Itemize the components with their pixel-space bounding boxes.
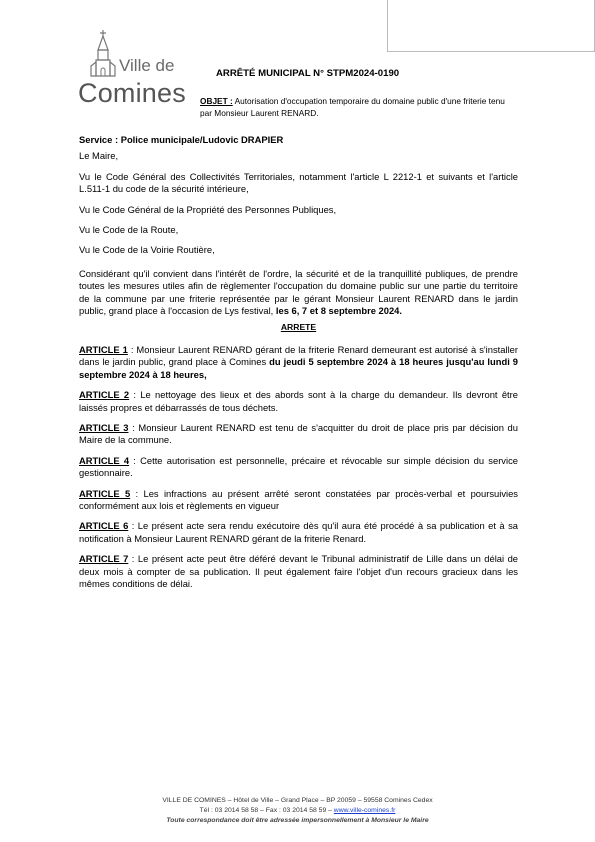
article-label: ARTICLE 1 xyxy=(79,343,128,355)
vu-paragraph: Vu le Code Général de la Propriété des Personnes Publiques, xyxy=(79,203,337,215)
article-label: ARTICLE 5 xyxy=(79,487,131,499)
article-bold-text: du jeudi 5 septembre 2024 à 18 heures jusqu'au lundi 9 septembre 2024 à 18 heures, xyxy=(79,356,518,380)
article-label: ARTICLE 6 xyxy=(79,520,129,532)
objet-text: Autorisation d'occupation temporaire du domaine public d'une friterie tenu par Monsieur Laurent RENARD. xyxy=(200,96,505,118)
footer-phone-fax: Tél : 03 2014 58 58 – Fax : 03 2014 58 59 – xyxy=(199,807,334,814)
footer-address: VILLE DE COMINES – Hôtel de Ville – Grand Place – BP 20059 – 59558 Comines Cedex xyxy=(162,797,433,804)
article-text: : Le présent acte peut être déféré devant le Tribunal administratif de Lille dans un délai de deux mois à compter de sa publication. Il peut également faire l'objet d'un recours gracieux dans les mêmes conditions de délai. xyxy=(79,553,518,589)
article-paragraph xyxy=(79,488,518,513)
le-maire: Le Maire, xyxy=(79,150,119,162)
stamp-box xyxy=(387,0,595,52)
article-paragraph xyxy=(79,553,518,590)
logo-comines-text: Comines xyxy=(78,78,186,108)
document-title: ARRÊTÉ MUNICIPAL N° STPM2024-0190 xyxy=(216,68,400,79)
considerant-dates: les 6, 7 et 8 septembre 2024. xyxy=(275,305,402,317)
article-text: : Monsieur Laurent RENARD gérant de la friterie Renard demeurant est autorisé à s'installer dans le jardin public, grand place à Comines xyxy=(79,343,518,368)
website-link[interactable]: www.ville-comines.fr xyxy=(333,807,396,814)
footer-contact xyxy=(60,806,535,816)
article-label: ARTICLE 2 xyxy=(79,389,130,401)
vu-paragraph: Vu le Code de la Route, xyxy=(79,224,179,236)
footer xyxy=(60,796,535,826)
article-paragraph xyxy=(79,344,518,381)
article-label: ARTICLE 7 xyxy=(79,553,129,565)
article-text: : Cette autorisation est personnelle, précaire et révocable sur simple décision du service gestionnaire. xyxy=(79,454,518,479)
church-tower-icon xyxy=(83,28,123,78)
footer-notice: Toute correspondance doit être adressée impersonnellement à Monsieur le Maire xyxy=(166,817,429,824)
considerant-text: Considérant qu'il convient dans l'intérêt de l'ordre, la sécurité et de la tranquillité publiques, de prendre toutes les mesures utiles afin de règlementer l'occupation du domaine public sur une partie du territoire de la commune par une friterie représentée par le gérant Monsieur Laurent RENARD dans le jardin public, grand place à l'occasion de Lys festival, xyxy=(79,267,518,317)
article-text: : Les infractions au présent arrêté seront constatées par procès-verbal et poursuivies conformément aux lois et règlements en vigueur xyxy=(79,487,518,511)
article-paragraph xyxy=(79,455,518,480)
document-body xyxy=(79,134,518,598)
article-label: ARTICLE 3 xyxy=(79,421,129,433)
considerant-paragraph xyxy=(79,268,518,318)
service-line: Service : Police municipale/Ludovic DRAPIER xyxy=(79,134,284,145)
article-text: : Le présent acte sera rendu exécutoire dès qu'il aura été procédé à sa publication et à sa notification à Monsieur Laurent RENARD gérant de la friterie Renard. xyxy=(79,520,518,544)
vu-paragraph: Vu le Code Général des Collectivités Territoriales, notamment l'article L 2212-1 et suivants et l'article L.511-1 du code de la sécurité intérieure, xyxy=(79,170,518,195)
article-paragraph xyxy=(79,389,518,414)
city-logo xyxy=(78,28,198,108)
arrete-heading: ARRETE xyxy=(280,322,317,333)
article-text: : Le nettoyage des lieux et des abords sont à la charge du demandeur. Ils devront être laissés propres et débarrassés de tous déchets. xyxy=(79,389,518,413)
vu-paragraph: Vu le Code de la Voirie Routière, xyxy=(79,244,215,256)
logo-ville-text: Ville de xyxy=(119,56,175,75)
article-text: : Monsieur Laurent RENARD est tenu de s'acquitter du droit de place pris par décision du Maire de la commune. xyxy=(79,421,518,446)
objet-block xyxy=(200,95,505,119)
objet-label: OBJET : xyxy=(200,96,233,106)
article-paragraph xyxy=(79,520,518,545)
article-paragraph xyxy=(79,422,518,447)
article-label: ARTICLE 4 xyxy=(79,454,130,466)
